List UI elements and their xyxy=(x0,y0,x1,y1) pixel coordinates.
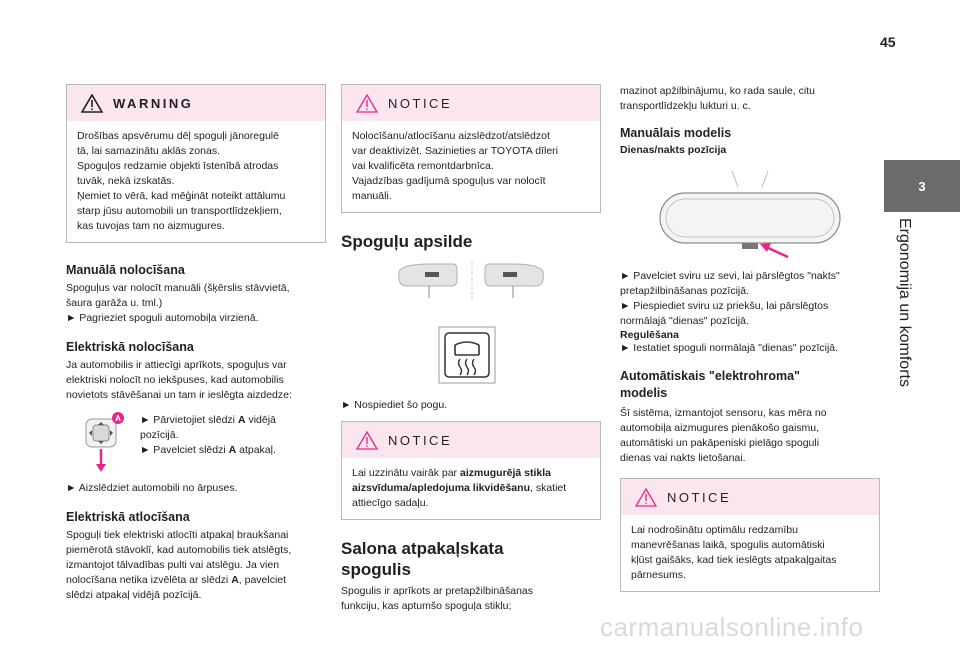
notice3-line: manevrēšanas laikā, spogulis automātiski xyxy=(631,539,825,551)
notice2-text: Lai uzzinātu vairāk par xyxy=(352,467,460,479)
electric-unfold-heading: Elektriskā atlocīšana xyxy=(66,510,190,524)
electric-fold-line: Ja automobilis ir attiecīgi aprīkots, spoguļus var xyxy=(66,359,287,371)
warning-line: starp jūsu automobili un transportlīdzekļiem, xyxy=(77,205,282,217)
notice3-line: pārnesums. xyxy=(631,569,686,581)
chapter-tab[interactable]: 3 xyxy=(884,160,960,212)
manual-fold-line: šaura garāža u. tml.) xyxy=(66,297,163,309)
notice1-line: Nolocīšanu/atlocīšanu aizslēdzot/atslēdzot xyxy=(352,130,550,142)
switch-step-1b: pozīcijā. xyxy=(140,429,179,441)
switch-label-a: A xyxy=(115,414,121,423)
warning-triangle-icon xyxy=(81,94,103,113)
lock-vehicle-step: ► Aizslēdziet automobili no ārpuses. xyxy=(66,482,238,494)
electric-unfold-line: piemērotā stāvoklī, kad automobilis tiek atslēgts, xyxy=(66,544,292,556)
column-1 xyxy=(66,84,326,603)
unfold-line4-text: nolocīšana netika izvēlēta ar slēdzi xyxy=(66,574,232,586)
rear-defrost-button-icon xyxy=(341,319,601,389)
manual-model-line: ► Piespiediet sviru uz priekšu, lai pārslēgtos xyxy=(620,300,829,312)
warning-body xyxy=(67,121,325,242)
warning-line: tā, lai samazinātu aklās zonas. xyxy=(77,145,220,157)
electric-fold-heading: Elektriskā nolocīšana xyxy=(66,340,194,354)
warning-line: Ņemiet to vērā, kad mēģināt noteikt attālumu xyxy=(77,190,286,202)
auto-model-line: automātiski un pakāpeniski pielāgo spoguli xyxy=(620,437,820,449)
notice-triangle-icon xyxy=(356,94,378,113)
notice-title-1: NOTICE xyxy=(388,95,453,111)
unfold-line4-post: , pavelciet xyxy=(238,574,287,586)
notice-box-2 xyxy=(341,421,601,520)
auto-model-heading xyxy=(620,368,880,402)
auto-model-line: automobiļa aizmugures pienākošo gaismu, xyxy=(620,422,820,434)
manual-fold-heading: Manuālā nolocīšana xyxy=(66,263,185,277)
rear-mirror-heading-line2: spogulis xyxy=(341,560,411,579)
notice-box-3 xyxy=(620,478,880,592)
notice1-line: Vajadzības gadījumā spoguļus var nolocīt xyxy=(352,175,546,187)
page-number: 45 xyxy=(880,34,896,50)
auto-model-heading-line1: Automātiskais "elektrohroma" xyxy=(620,369,800,383)
notice2-line xyxy=(352,466,590,481)
notice-header-1 xyxy=(342,85,600,121)
notice2-bold-2: aizsvīduma/apledojuma likvidēšanu xyxy=(352,482,530,494)
warning-line: tuvāk, nekā izskatās. xyxy=(77,175,175,187)
step1-key: A xyxy=(237,414,246,426)
heating-heading: Spoguļu apsilde xyxy=(341,232,473,251)
warning-line: Drošības apsvērumu dēļ spoguļi jānoregulē xyxy=(77,130,279,142)
unfold-line4-key: A xyxy=(231,574,239,586)
mirror-switch-illustration xyxy=(80,411,132,473)
notice2-line: attiecīgo sadaļu. xyxy=(352,497,429,509)
warning-line: Spoguļos redzamie objekti īstenībā atrodas xyxy=(77,160,279,172)
warning-title: WARNING xyxy=(113,95,194,111)
manual-fold-line: Spoguļus var nolocīt manuāli (šķērslis stāvvietā, xyxy=(66,282,290,294)
step1-text: ► Pārvietojiet slēdzi xyxy=(140,414,238,426)
manual-model-heading: Manuālais modelis xyxy=(620,126,732,140)
notice-title-3: NOTICE xyxy=(667,489,732,505)
notice-title-2: NOTICE xyxy=(388,432,453,448)
electric-unfold-line: izmantojot tālvadības pulti vai atslēgu. Ja vien xyxy=(66,559,280,571)
notice-body-2 xyxy=(342,458,600,519)
electric-unfold-line: Spoguļi tiek elektriski atlocīti atpakaļ braukšanai xyxy=(66,529,289,541)
switch-step-1 xyxy=(140,413,276,428)
electric-fold-line: elektriski nolocīt no iekšpuses, kad automobilis xyxy=(66,374,284,386)
step1-post: vidējā xyxy=(245,414,276,426)
notice-body-3 xyxy=(621,515,879,591)
notice-body-1 xyxy=(342,121,600,212)
rear-view-mirror-illustration xyxy=(620,159,880,264)
notice-header-2 xyxy=(342,422,600,458)
day-night-subheading: Dienas/nakts pozīcija xyxy=(620,144,727,156)
switch-step-2 xyxy=(140,443,276,458)
adjust-line: ► Iestatiet spoguli normālajā "dienas" pozīcijā. xyxy=(620,342,839,354)
notice-triangle-icon xyxy=(356,431,378,450)
notice1-line: vai kvalificēta remontdarbnīca. xyxy=(352,160,494,172)
notice3-line: Lai nodrošinātu optimālu redzamību xyxy=(631,524,798,536)
auto-model-line: Šī sistēma, izmantojot sensoru, kas mēra no xyxy=(620,407,827,419)
electric-unfold-line: slēdzi atpakaļ vidējā pozīcijā. xyxy=(66,589,202,601)
step2-text: ► Pavelciet slēdzi xyxy=(140,444,229,456)
electric-unfold-line xyxy=(66,573,326,588)
step2-key: A xyxy=(228,444,237,456)
notice2-line xyxy=(352,481,590,496)
electric-fold-line: novietots stāvēšanai un tam ir ieslēgta aizdedze: xyxy=(66,389,292,401)
mirror-switch-row xyxy=(66,411,326,473)
rear-mirror-heading xyxy=(341,538,601,580)
column-3 xyxy=(620,84,880,592)
manual-model-line: pretapžilbināšanas pozīcijā. xyxy=(620,285,749,297)
column-2 xyxy=(341,84,601,614)
manual-fold-line: ► Pagrieziet spoguli automobiļa virzienā. xyxy=(66,312,259,324)
notice-header-3 xyxy=(621,479,879,515)
notice2-rest: , skatiet xyxy=(529,482,567,494)
watermark: carmanualsonline.info xyxy=(600,612,864,642)
notice1-line: var deaktivizēt. Sazinieties ar TOYOTA dīleri xyxy=(352,145,559,157)
notice3-line: kļūst gaišāks, kad tiek ieslēgts atpakaļgaitas xyxy=(631,554,837,566)
switch-steps xyxy=(140,413,276,458)
intro-line: transportlīdzekļu lukturi u. c. xyxy=(620,100,751,112)
step2-post: atpakaļ. xyxy=(236,444,276,456)
rear-mirror-line: Spogulis ir aprīkots ar pretapžilbināšanas xyxy=(341,585,534,597)
chapter-label: Ergonomija un komforts xyxy=(896,218,913,387)
warning-header xyxy=(67,85,325,121)
notice1-line: manuāli. xyxy=(352,190,392,202)
auto-model-line: dienas vai nakts lietošanai. xyxy=(620,452,746,464)
adjust-heading: Regulēšana xyxy=(620,329,679,341)
notice2-bold: aizmugurējā stikla xyxy=(459,467,552,479)
intro-line: mazinot apžilbinājumu, ko rada saule, citu xyxy=(620,85,815,97)
manual-model-line: ► Pavelciet sviru uz sevi, lai pārslēgtos "nakts" xyxy=(620,270,840,282)
notice-box-1 xyxy=(341,84,601,213)
rear-mirror-line: funkciju, kas aptumšo spoguļa stiklu; xyxy=(341,600,512,612)
heated-mirrors-illustration xyxy=(341,258,601,308)
warning-line: kas tuvojas tam no aizmugures. xyxy=(77,220,225,232)
manual-model-line: normālajā "dienas" pozīcijā. xyxy=(620,315,749,327)
notice-triangle-icon xyxy=(635,488,657,507)
heating-step: ► Nospiediet šo pogu. xyxy=(341,399,448,411)
rear-mirror-heading-line1: Salona atpakaļskata xyxy=(341,539,504,558)
warning-box xyxy=(66,84,326,243)
auto-model-heading-line2: modelis xyxy=(620,386,668,400)
